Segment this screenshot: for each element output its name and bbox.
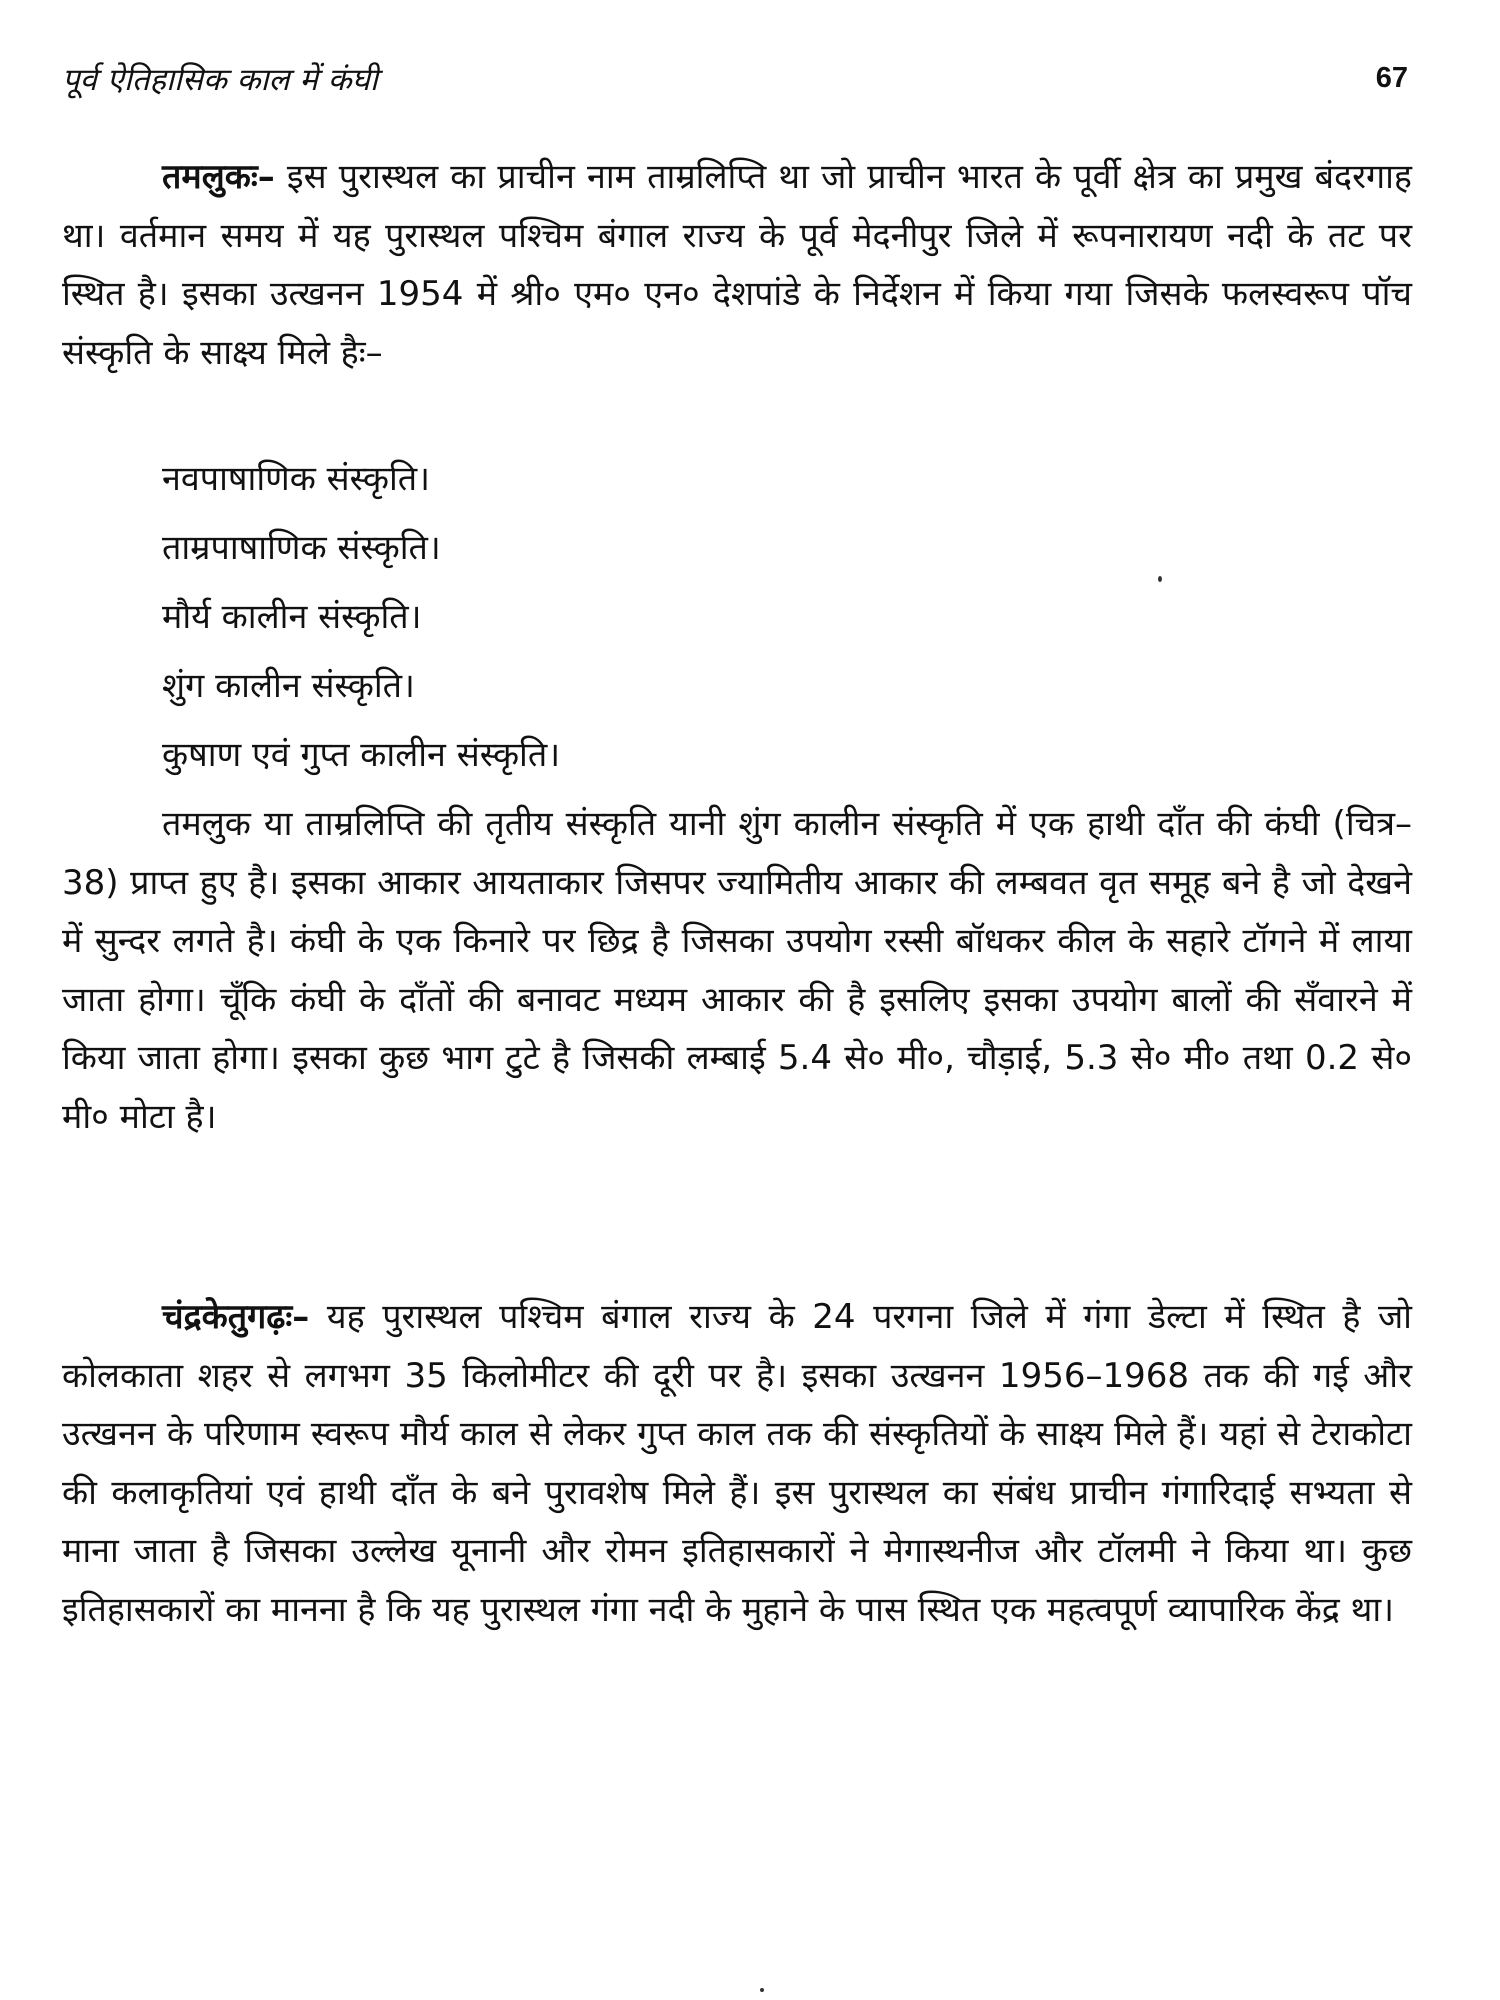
list-item: ताम्रपाषाणिक संस्कृति। (162, 528, 441, 568)
paragraph-tamluk-text: इस पुरास्थल का प्राचीन नाम ताम्रलिप्ति था जो प्राचीन भारत के पूर्वी क्षेत्र का प्रमुख बंदरगाह था। वर्तमान समय में यह पुरास्थल पश्चिम बंगाल राज्य के पूर्व मेदनीपुर जिले में रूपनारायण नदी के तट पर स्थित है। इसका उत्खनन 1954 में श्री० एम० एन० देशपांडे के निर्देशन में किया गया जिसके फलस्वरूप पॉच संस्कृति के साक्ष्य मिले हैः– (62, 157, 1412, 373)
list-item: शुंग कालीन संस्कृति। (162, 666, 415, 706)
page-number: 67 (1375, 62, 1408, 94)
scan-speck (1158, 576, 1162, 582)
paragraph-shunga-comb: तमलुक या ताम्रलिप्ति की तृतीय संस्कृति यानी शुंग कालीन संस्कृति में एक हाथी दाँत की कंघी (चित्र–38) प्राप्त हुए है। इसका आकार आयताकार जिसपर ज्यामितीय आकार की लम्बवत वृत समूह बने है जो देखने में सुन्दर लगते है। कंघी के एक किनारे पर छिद्र है जिसका उपयोग रस्सी बॉधकर कील के सहारे टॉगने में लाया जाता होगा। चूँकि कंघी के दाँतों की बनावट मध्यम आकार की है इसलिए इसका उपयोग बालों की सँवारने में किया जाता होगा। इसका कुछ भाग टुटे है जिसकी लम्बाई 5.4 से० मी०, चौड़ाई, 5.3 से० मी० तथा 0.2 से० मी० मोटा है। (62, 804, 1412, 1137)
paragraph-tamluk (62, 148, 1412, 382)
list-item: कुषाण एवं गुप्त कालीन संस्कृति। (162, 735, 561, 775)
running-title: पूर्व ऐतिहासिक काल में कंघी (62, 62, 378, 98)
list-item: मौर्य कालीन संस्कृति। (162, 597, 422, 637)
heading-tamluk: तमलुकः– (162, 157, 275, 197)
list-item: नवपाषाणिक संस्कृति। (162, 459, 431, 499)
culture-list (162, 445, 560, 790)
paragraph-chandraketugarh-text: यह पुरास्थल पश्चिम बंगाल राज्य के 24 परगना जिले में गंगा डेल्टा में स्थित है जो कोलकाता शहर से लगभग 35 किलोमीटर की दूरी पर है। इसका उत्खनन 1956–1968 तक की गई और उत्खनन के परिणाम स्वरूप मौर्य काल से लेकर गुप्त काल तक की संस्कृतियों के साक्ष्य मिले हैं। यहां से टेराकोटा की कलाकृतियां एवं हाथी दाँत के बने पुरावशेष मिले हैं। इस पुरास्थल का संबंध प्राचीन गंगारिदाई सभ्यता से माना जाता है जिसका उल्लेख यूनानी और रोमन इतिहासकारों ने मेगास्थनीज और टॉलमी ने किया था। कुछ इतिहासकारों का मानना है कि यह पुरास्थल गंगा नदी के मुहाने के पास स्थित एक महत्वपूर्ण व्यापारिक केंद्र था। (62, 1297, 1412, 1630)
scan-speck (760, 1988, 764, 1992)
paragraph-chandraketugarh (62, 1288, 1412, 1639)
heading-chandraketugarh: चंद्रकेतुगढ़ः– (162, 1297, 310, 1337)
